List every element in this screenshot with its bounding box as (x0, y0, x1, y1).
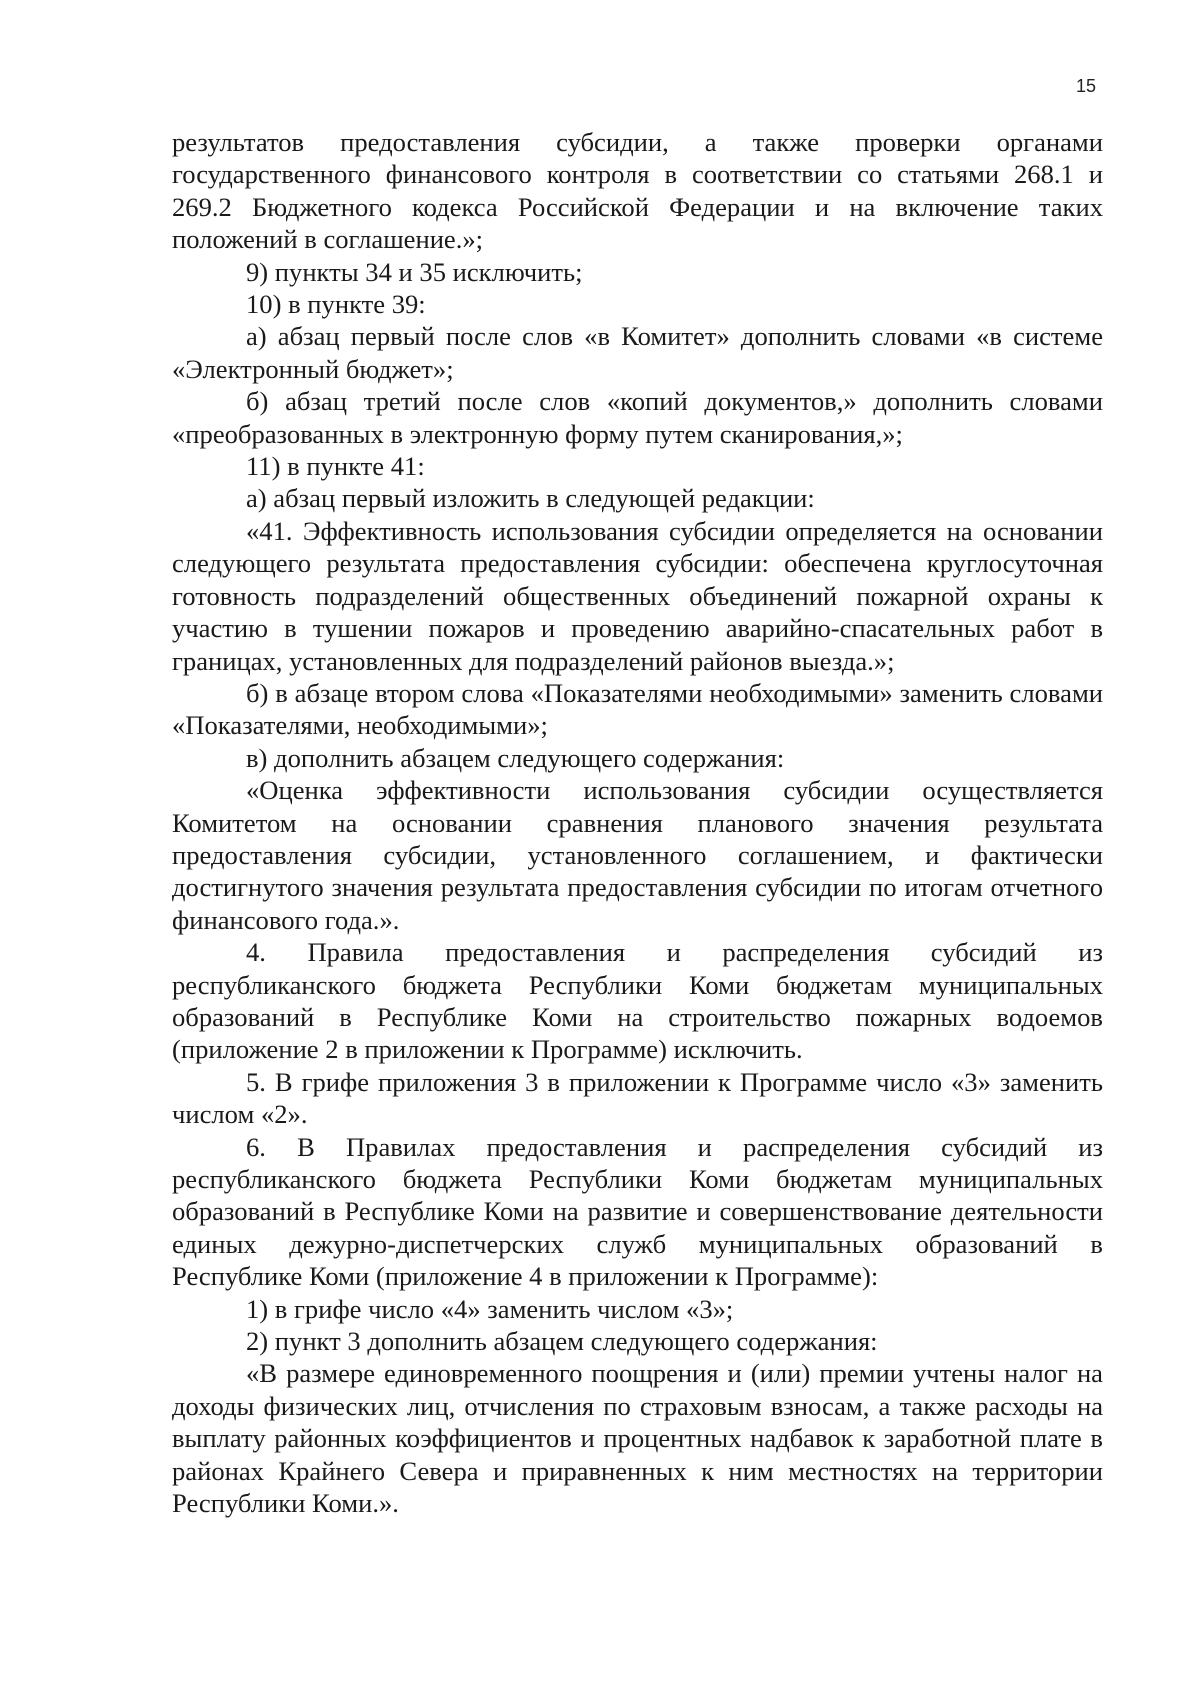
paragraph: 6. В Правилах предоставления и распределения субсидий из республиканского бюджета Республики Коми бюджетам муниципальных образований в Республике Коми на развитие и совершенствование деятельности единых дежурно-диспетчерских служб муниципальных образований в Республике Коми (приложение 4 в приложении к Программе): (172, 1131, 1103, 1292)
paragraph: а) абзац первый изложить в следующей редакции: (246, 483, 815, 514)
paragraph: 11) в пункте 41: (246, 451, 425, 482)
paragraph: б) в абзаце втором слова «Показателями необходимыми» заменить словами «Показателями, необходимыми»; (172, 677, 1103, 741)
paragraph: в) дополнить абзацем следующего содержания: (246, 742, 785, 773)
paragraph: 10) в пункте 39: (246, 289, 426, 320)
paragraph: 9) пункты 34 и 35 исключить; (246, 256, 583, 287)
document-body (172, 126, 1103, 1519)
paragraph: «В размере единовременного поощрения и (или) премии учтены налог на доходы физических лиц, отчисления по страховым взносам, а также расходы на выплату районных коэффициентов и процентных надбавок к заработной плате в районах Крайнего Севера и приравненных к ним местностях на территории Республики Коми.». (172, 1358, 1103, 1519)
page-number: 15 (1075, 76, 1096, 96)
paragraph: 5. В грифе приложения 3 в приложении к Программе число «3» заменить числом «2». (172, 1066, 1103, 1130)
paragraph: а) абзац первый после слов «в Комитет» дополнить словами «в системе «Электронный бюджет»; (172, 321, 1103, 384)
paragraph: 1) в грифе число «4» заменить числом «3»; (246, 1293, 734, 1324)
paragraph: 4. Правила предоставления и распределения субсидий из республиканского бюджета Республики Коми бюджетам муниципальных образований в Республике Коми на строительство пожарных водоемов (приложение 2 в приложении к Программе) исключить. (172, 937, 1103, 1065)
paragraph: 2) пункт 3 дополнить абзацем следующего содержания: (246, 1326, 878, 1357)
paragraph: б) абзац третий после слов «копий документов,» дополнить словами «преобразованных в электронную форму путем сканирования,»; (172, 386, 1103, 449)
paragraph: «Оценка эффективности использования субсидии осуществляется Комитетом на основании сравнения планового значения результата предоставления субсидии, установленного соглашением, и фактически достигнутого значения результата предоставления субсидии по итогам отчетного финансового года.». (172, 775, 1103, 935)
paragraph: «41. Эффективность использования субсидии определяется на основании следующего результата предоставления субсидии: обеспечена круглосуточная готовность подразделений общественных объединений пожарной охраны к участию в тушении пожаров и проведению аварийно-спасательных работ в границах, установленных для подразделений районов выезда.»; (172, 515, 1103, 676)
paragraph: результатов предоставления субсидии, а также проверки органами государственного финансового контроля в соответствии со статьями 268.1 и 269.2 Бюджетного кодекса Российской Федерации и на включение таких положений в соглашение.»; (172, 127, 1103, 255)
